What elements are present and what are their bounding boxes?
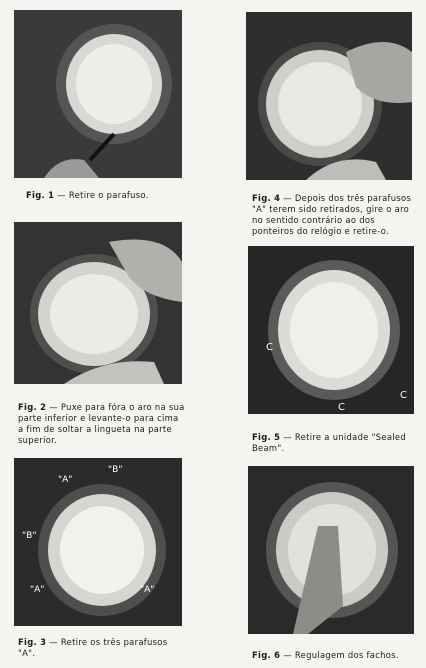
fig3-label-b2: "B" [22,531,37,541]
fig3-label-a1: "A" [58,475,73,485]
fig2-caption: Fig. 2 — Puxe para fóra o aro na sua parte inferior e levante-o para cima a fim de soltar a lingueta na parte superior. [18,402,185,445]
fig5-photo [248,246,414,414]
fig3-caption: Fig. 3 — Retire os três parafusos "A". [18,637,168,658]
fig3-photo [14,458,182,626]
fig3-label-a2: "A" [30,585,45,595]
fig6-photo [248,466,414,634]
fig1-photo [14,10,182,178]
fig4-caption: Fig. 4 — Depois dos três parafusos "A" terem sido retirados, gire o aro no sentido contrário ao dos ponteiros do relógio e retire-o. [252,193,412,236]
fig5-label-c3: C [400,390,407,401]
fig3-label-a3: "A" [140,585,155,595]
fig6-caption: Fig. 6 — Regulagem dos fachos. [252,650,399,660]
fig5-caption: Fig. 5 — Retire a unidade "Sealed Beam". [252,432,406,453]
fig5-label-c1: C [266,342,273,353]
fig4-photo [246,12,412,180]
fig2-photo [14,222,182,384]
fig1-caption: Fig. 1 — Retire o parafuso. [26,190,149,200]
fig5-label-c2: C [338,402,345,413]
fig3-label-b1: "B" [108,465,123,475]
